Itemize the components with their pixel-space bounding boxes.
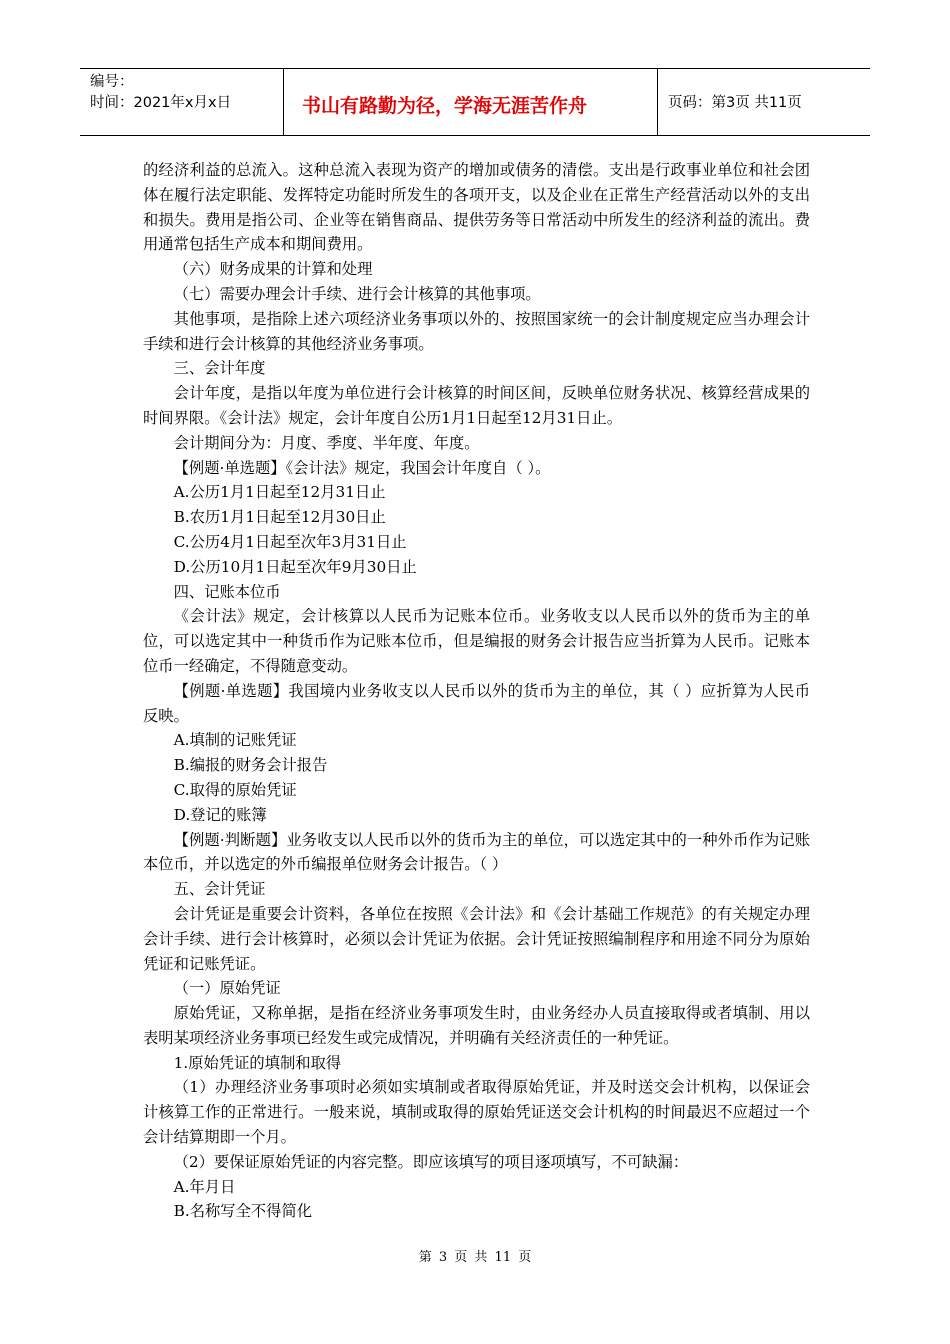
body-paragraph: 1.原始凭证的填制和取得 — [173, 1053, 342, 1072]
body-paragraph: A.填制的记账凭证 — [173, 731, 297, 750]
body-paragraph: 五、会计凭证 — [173, 880, 266, 899]
body-paragraph: 四、记账本位币 — [173, 582, 281, 601]
body-paragraph: B.编报的财务会计报告 — [173, 756, 328, 775]
body-paragraph: 《会计法》规定，会计核算以人民币为记账本位币。业务收支以人民币以外的货币为主的单位，可以选定其中一种货币作为记账本位币，但是编报的财务会计报告应当折算为人民币。记账本位币一经确定，不得随意变动。 — [143, 607, 810, 675]
body-paragraph: 原始凭证，又称单据，是指在经济业务事项发生时，由业务经办人员直接取得或者填制、用以表明某项经济业务事项已经发生或完成情况，并明确有关经济责任的一种凭证。 — [143, 1004, 810, 1047]
body-paragraph: D.登记的账簿 — [173, 805, 267, 824]
header-motto: 书山有路勤为径，学海无涯苦作舟 — [284, 69, 658, 135]
body-paragraph: （六）财务成果的计算和处理 — [173, 260, 373, 279]
body-paragraph: 【例题·单选题】我国境内业务收支以人民币以外的货币为主的单位，其（ ）应折算为人民币反映。 — [143, 681, 810, 725]
body-paragraph: B.农历1月1日起至12月30日止 — [173, 508, 386, 527]
body-paragraph: A.公历1月1日起至12月31日止 — [173, 483, 386, 502]
body-paragraph: C.公历4月1日起至次年3月31日止 — [173, 532, 407, 551]
body-paragraph: A.年月日 — [173, 1177, 236, 1196]
header-meta — [80, 69, 284, 135]
body-paragraph: D.公历10月1日起至次年9月30日止 — [173, 557, 417, 576]
document-code-label: 编号： — [90, 74, 134, 90]
body-paragraph: C.取得的原始凭证 — [173, 780, 297, 799]
body-paragraph: B.名称写全不得简化 — [173, 1202, 313, 1221]
body-paragraph: 三、会计年度 — [173, 359, 266, 378]
body-paragraph: 会计年度，是指以年度为单位进行会计核算的时间区间，反映单位财务状况、核算经营成果的时间界限。《会计法》规定，会计年度自公历1月1日起至12月31日止。 — [143, 384, 810, 427]
body-paragraph: 会计凭证是重要会计资料，各单位在按照《会计法》和《会计基础工作规范》的有关规定办理会计手续、进行会计核算时，必须以会计凭证为依据。会计凭证按照编制程序和用途不同分为原始凭证和记账凭证。 — [143, 904, 810, 973]
header-page-number: 页码：第3页 共11页 — [668, 94, 802, 111]
page-footer: 第 3 页 共 11 页 — [418, 1250, 532, 1265]
page-header — [80, 68, 870, 136]
body-paragraph: （七）需要办理会计手续、进行会计核算的其他事项。 — [173, 284, 541, 303]
body-paragraph: 的经济利益的总流入。这种总流入表现为资产的增加或债务的清偿。支出是行政事业单位和社会团体在履行法定职能、发挥特定功能时所发生的各项开支，以及企业在正常生产经营活动以外的支出和损失。费用是指公司、企业等在销售商品、提供劳务等日常活动中所发生的经济利益的流出。费用通常包括生产成本和期间费用。 — [143, 161, 810, 254]
body-paragraph: 会计期间分为：月度、季度、半年度、年度。 — [173, 433, 480, 452]
document-body — [143, 158, 810, 1224]
body-paragraph: 其他事项，是指除上述六项经济业务事项以外的、按照国家统一的会计制度规定应当办理会计手续和进行会计核算的其他经济业务事项。 — [143, 309, 810, 353]
document-date: 时间：2021年x月x日 — [90, 95, 232, 111]
body-paragraph: 【例题·单选题】《会计法》规定，我国会计年度自（ ）。 — [173, 458, 551, 477]
body-paragraph: 【例题·判断题】业务收支以人民币以外的货币为主的单位，可以选定其中的一种外币作为记账本位币，并以选定的外币编报单位财务会计报告。（ ） — [143, 830, 810, 874]
body-paragraph: （一）原始凭证 — [173, 979, 281, 998]
body-paragraph: （1）办理经济业务事项时必须如实填制或者取得原始凭证，并及时送交会计机构，以保证会计核算工作的正常进行。一般来说，填制或取得的原始凭证送交会计机构的时间最迟不应超过一个会计结算期即一个月。 — [143, 1078, 810, 1147]
body-paragraph: （2）要保证原始凭证的内容完整。即应该填写的项目逐项填写，不可缺漏： — [173, 1152, 689, 1171]
